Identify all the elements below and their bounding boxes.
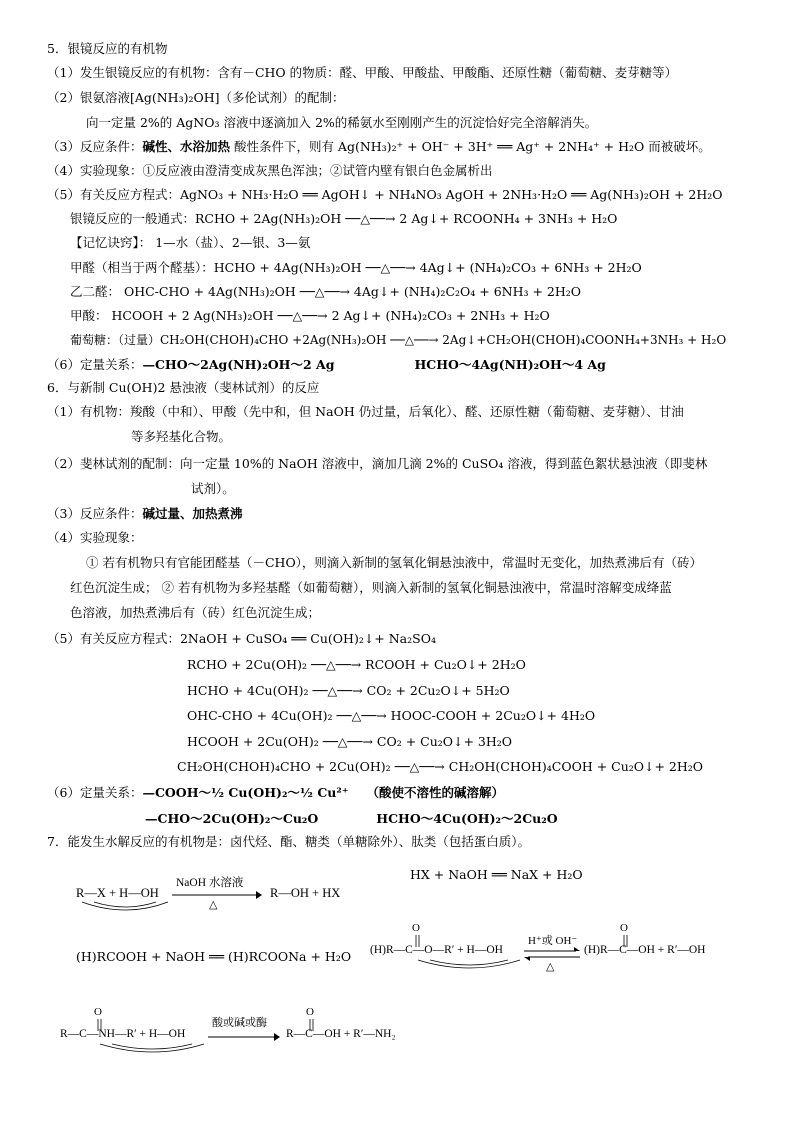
s6-l3-bold: 碱过量、加热煮沸 [142,506,243,521]
s5-l4-post: 酸性条件下，则有 Ag(NH₃)₂⁺ + OH⁻ + 3H⁺ ══ Ag⁺ + 2NH₄⁺ + H₂O 而被破坏。 [229,139,711,154]
s6-line5: ① 若有机物只有官能团醛基（－CHO），则滴入新制的氢氧化铜悬浊液中，常温时无变化，加热煮沸后有（砖） [86,555,702,570]
section5-title: 5．银镜反应的有机物 [47,41,168,56]
s5-line13 [47,356,606,374]
s6-line2: （2）斐林试剂的配制：向一定量 10%的 NaOH 溶液中，滴加几滴 2%的 CuSO₄ 溶液，得到蓝色絮状悬浊液（即斐林 [47,456,708,471]
amide-right: R—C—OH + R′—NH₂ [286,1028,396,1040]
s5-l13-b: HCHO～4Ag(NH)₂OH～4 Ag [414,357,606,372]
s6-l9-b: （酸使不溶性的碱溶解） [366,785,504,800]
s6-eq1: RCHO + 2Cu(OH)₂ ──△──→ RCOOH + Cu₂O↓+ 2H₂O [187,657,526,672]
s5-line2: （2）银氨溶液[Ag(NH₃)₂OH]（多伦试剂）的配制： [47,90,345,105]
s6-eq2: HCHO + 4Cu(OH)₂ ──△──→ CO₂ + 2Cu₂O↓+ 5H₂O [187,683,510,698]
bond-cleavage-arc-icon [80,900,172,914]
s6-l10-a: —CHO～2Cu(OH)₂～Cu₂O [145,811,319,826]
carbonyl-bond-icon [622,935,630,947]
s5-line6: （5）有关反应方程式：AgNO₃ + NH₃·H₂O ══ AgOH↓ + NH₄NO₃ AgOH + 2NH₃·H₂O ══ Ag(NH₃)₂OH + 2H₂O [47,187,723,202]
s6-line2b: 试剂）。 [191,481,235,496]
s5-line8: 【记忆诀窍】： 1—水（盐）、2—银、3—氨 [70,235,311,250]
s6-line1: （1）有机物：羧酸（中和）、甲酸（先中和，但 NaOH 仍过量，后氧化）、醛、还原性糖（葡萄糖、麦芽糖）、甘油 [47,404,684,419]
ester-hydrolysis-scheme [370,922,750,982]
s5-l13-pre: （6）定量关系： [47,357,143,372]
halide-right: R—OH + HX [270,886,341,900]
acid-neutralization: (H)RCOOH + NaOH ══ (H)RCOONa + H₂O [76,949,352,964]
s5-line3: 向一定量 2%的 AgNO₃ 溶液中逐滴加入 2%的稀氨水至刚刚产生的沉淀恰好完全溶解消失。 [86,115,598,130]
s6-l10-b: HCHO～4Cu(OH)₂～2Cu₂O [376,811,558,826]
halide-condition: NaOH 水溶液 [176,877,244,889]
s6-l9-a: —COOH～½ Cu(OH)₂～½ Cu²⁺ [142,785,349,800]
bond-cleavage-arc-icon [416,958,524,972]
s5-line11: 甲酸： HCOOH + 2 Ag(NH₃)₂OH ──△──→ 2 Ag↓+ (NH₄)₂CO₃ + 2NH₃ + H₂O [70,308,550,323]
s6-l3-pre: （3）反应条件： [47,506,143,521]
ester-carbonyl-o: O [412,922,420,934]
halide-hydrolysis-scheme [72,876,372,916]
s5-l4-pre: （3）反应条件： [47,139,143,154]
s5-l4-bold: 碱性、水浴加热 [142,139,230,154]
halide-left: R—X + H—OH [76,886,159,900]
amide-carbonyl-o: O [94,1006,102,1018]
ester-condition: H⁺或 OH⁻ [528,935,578,947]
hx-equation: HX + NaOH ══ NaX + H₂O [410,867,583,882]
reaction-arrow-icon [208,1032,280,1042]
section6-title: 6．与新制 Cu(OH)2 悬浊液（斐林试剂）的反应 [47,380,320,395]
s6-eq4: HCOOH + 2Cu(OH)₂ ──△──→ CO₂ + Cu₂O↓+ 3H₂O [187,734,513,749]
carbonyl-bond-icon [308,1019,316,1031]
s6-line1b: 等多羟基化合物。 [131,429,232,444]
s5-line12: 葡萄糖：（过量）CH₂OH(CHOH)₄CHO +2Ag(NH₃)₂OH ──△──→ 2Ag↓+CH₂OH(CHOH)₄COONH₄+3NH₃ + H₂O [70,333,727,347]
ester-product-o: O [620,922,628,934]
s6-line7: 色溶液，加热煮沸后有（砖）红色沉淀生成； [70,605,321,620]
s5-line10: 乙二醛： OHC-CHO + 4Ag(NH₃)₂OH ──△──→ 4Ag↓+ (NH₄)₂C₂O₄ + 6NH₃ + 2H₂O [70,284,582,299]
s6-line10 [145,810,558,828]
bond-cleavage-arc-icon [98,1042,208,1056]
ester-left: (H)R—C—O—R′ + H—OH [370,944,503,956]
s5-line4 [47,138,711,156]
s5-line7: 银镜反应的一般通式：RCHO + 2Ag(NH₃)₂OH ──△──→ 2 Ag↓+ RCOONH₄ + 3NH₃ + H₂O [70,211,618,226]
section7-title: 7．能发生水解反应的有机物是：卤代烃、酯、糖类（单糖除外）、肽类（包括蛋白质）。 [47,834,530,849]
amide-product-o: O [306,1006,314,1018]
amide-left: R—C—NH—R′ + H—OH [60,1028,186,1040]
s6-line8: （5）有关反应方程式：2NaOH + CuSO₄ ══ Cu(OH)₂↓+ Na₂SO₄ [47,631,436,646]
s6-line9 [47,784,504,802]
s5-l13-a: —CHO～2Ag(NH)₂OH～2 Ag [142,357,335,372]
ester-right: (H)R—C—OH + R′—OH [584,944,706,956]
s6-eq3: OHC-CHO + 4Cu(OH)₂ ──△──→ HOOC-COOH + 2Cu₂O↓+ 4H₂O [187,708,596,723]
s5-line5: （4）实验现象：①反应液由澄清变成灰黑色浑浊；②试管内壁有银白色金属析出 [47,163,493,178]
s5-line9: 甲醛（相当于两个醛基）：HCHO + 4Ag(NH₃)₂OH ──△──→ 4Ag↓+ (NH₄)₂CO₃ + 6NH₃ + 2H₂O [70,260,642,275]
amide-condition: 酸或碱或酶 [212,1017,267,1029]
s5-line1: （1）发生银镜反应的有机物：含有－CHO 的物质：醛、甲酸、甲酸盐、甲酸酯、还原性糖（葡萄糖、麦芽糖等） [47,65,678,80]
s6-line3 [47,505,242,523]
s6-line6: 红色沉淀生成； ② 若有机物为多羟基醛（如葡萄糖），则滴入新制的氢氧化铜悬浊液中，常温时溶解变成绛蓝 [70,580,672,595]
halide-heat: △ [209,899,218,911]
s6-line4: （4）实验现象： [47,530,143,545]
reversible-arrow-icon [524,947,580,961]
s6-eq5: CH₂OH(CHOH)₄CHO + 2Cu(OH)₂ ──△──→ CH₂OH(CHOH)₄COOH + Cu₂O↓+ 2H₂O [177,759,704,774]
ester-heat: △ [546,961,555,973]
amide-hydrolysis-scheme [60,1006,460,1066]
s6-l9-pre: （6）定量关系： [47,785,143,800]
